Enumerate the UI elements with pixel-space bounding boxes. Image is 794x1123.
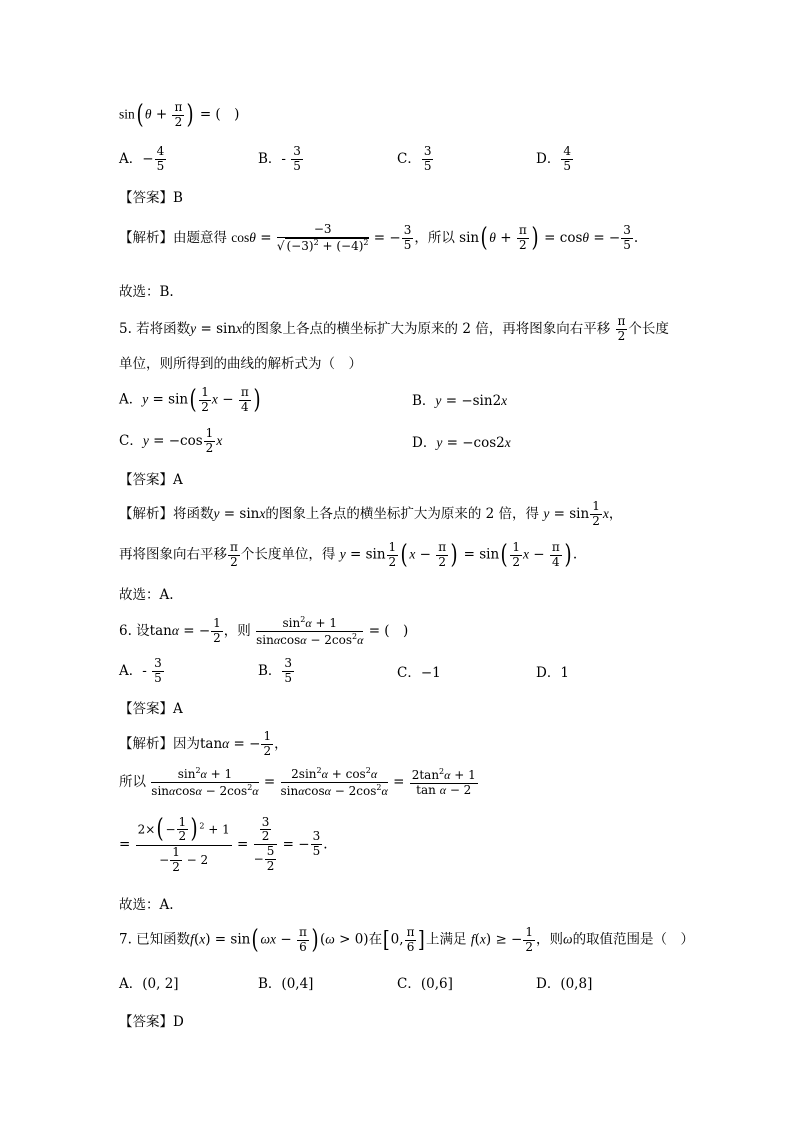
q6-option-a: A．- $\frac{3}{5}$ (119, 656, 162, 685)
q5-option-b: B．y = −sin2x (412, 393, 508, 409)
q6-analysis-line3: = 2×( − $\frac{1}{2}$ ) $^2$ + 1 − $\frac{1}{2}$ − 2 = $\frac{3}{2}$ − $\frac{5}{2}$ = − $\frac{3}{5}$ . (119, 814, 328, 874)
q5-option-c: C．y = −cos $\frac{1}{2}$ x (119, 426, 223, 455)
q4-conclusion: 故选：B. (119, 284, 174, 300)
q7-stem: 7. 已知函数f(x) = sin( ωx − $\frac{\pi}{6}$ ) (ω > 0)在[0, $\frac{\pi}{6}$ ]上满足 f(x) ≥ − $\frac{1}{2}$ ，则ω的取值范围是（ ） (119, 924, 695, 955)
q7-option-b: B．(0,4] (258, 976, 314, 992)
q5-option-a: A．y = sin( $\frac{1}{2}$ x − $\frac{\pi}{4}$ ) (119, 384, 261, 415)
q4-analysis: 【解析】由题意得 cosθ = $\frac{-3}{√ (-3)^2 + (-4)^2}$ = − $\frac{3}{5}$ ，所以 sin( θ + $\frac{\pi}{2}$ ) = cosθ = − $\frac{3}{5}$ . (119, 222, 639, 254)
q5-analysis-line1: 【解析】将函数y = sinx的图象上各点的横坐标扩大为原来的 2 倍，得 y = sin $\frac{1}{2}$ x， (119, 499, 623, 528)
q4-option-d: D． $\frac{4}{5}$ (536, 144, 571, 173)
q6-option-b: B． $\frac{3}{5}$ (258, 656, 293, 685)
q5-stem-line2: 单位，则所得到的曲线的解析式为（ ） (119, 356, 362, 372)
q5-answer: 【答案】A (119, 472, 183, 488)
q4-answer: 【答案】B (119, 190, 183, 206)
q7-option-c: C．(0,6] (397, 976, 453, 992)
q6-conclusion: 故选：A. (119, 897, 174, 913)
q4-option-b: B．- $\frac{3}{5}$ (258, 144, 301, 173)
q6-stem: 6. 设tanα = − $\frac{1}{2}$ ，则 $\frac{\sin^2\alpha + 1}{\sin\alpha\cos\alpha - 2\cos^2\alpha}$ = ( ) (119, 615, 409, 647)
q6-option-c: C．−1 (397, 665, 441, 681)
q5-option-d: D．y = −cos2x (412, 435, 511, 451)
q6-analysis-line2: 所以 $\frac{\sin^2\alpha + 1}{\sin\alpha\cos\alpha - 2\cos^2\alpha}$ = $\frac{2\sin^2\alpha + \cos^2\alpha}{\sin\alpha\cos\alpha - 2\cos^2\alpha}$ = $\frac{2\tan^2\alpha + 1}{\text{tan α − 2}}$ (119, 766, 476, 798)
q4-stem-tail: = ( ) (199, 106, 240, 123)
q5-analysis-line2: 再将图象向右平移 $\frac{\pi}{2}$ 个长度单位，得 y = sin $\frac{1}{2}$ ( x − $\frac{\pi}{2}$ ) = sin( $\frac{1}{2}$ x − $\frac{\pi}{4}$ ) . (119, 539, 578, 570)
q6-analysis-line1: 【解析】因为tanα = − $\frac{1}{2}$ ， (119, 729, 288, 758)
q5-stem-line1: 5. 若将函数y = sinx的图象上各点的横坐标扩大为原来的 2 倍，再将图象向右平移 $\frac{\pi}{2}$ 个长度 (119, 314, 669, 343)
q7-answer: 【答案】D (119, 1014, 184, 1030)
q7-option-a: A．(0, 2] (119, 976, 179, 992)
q6-answer: 【答案】A (119, 701, 183, 717)
q4-option-c: C． $\frac{3}{5}$ (397, 144, 432, 173)
q6-option-d: D．1 (536, 665, 569, 681)
q7-option-d: D．(0,8] (536, 976, 593, 992)
q4-stem: sin( θ + $\frac{\pi}{2}$ ) = ( ) (119, 99, 240, 130)
q4-option-a: A．− $\frac{4}{5}$ (119, 144, 165, 173)
q5-conclusion: 故选：A. (119, 587, 174, 603)
